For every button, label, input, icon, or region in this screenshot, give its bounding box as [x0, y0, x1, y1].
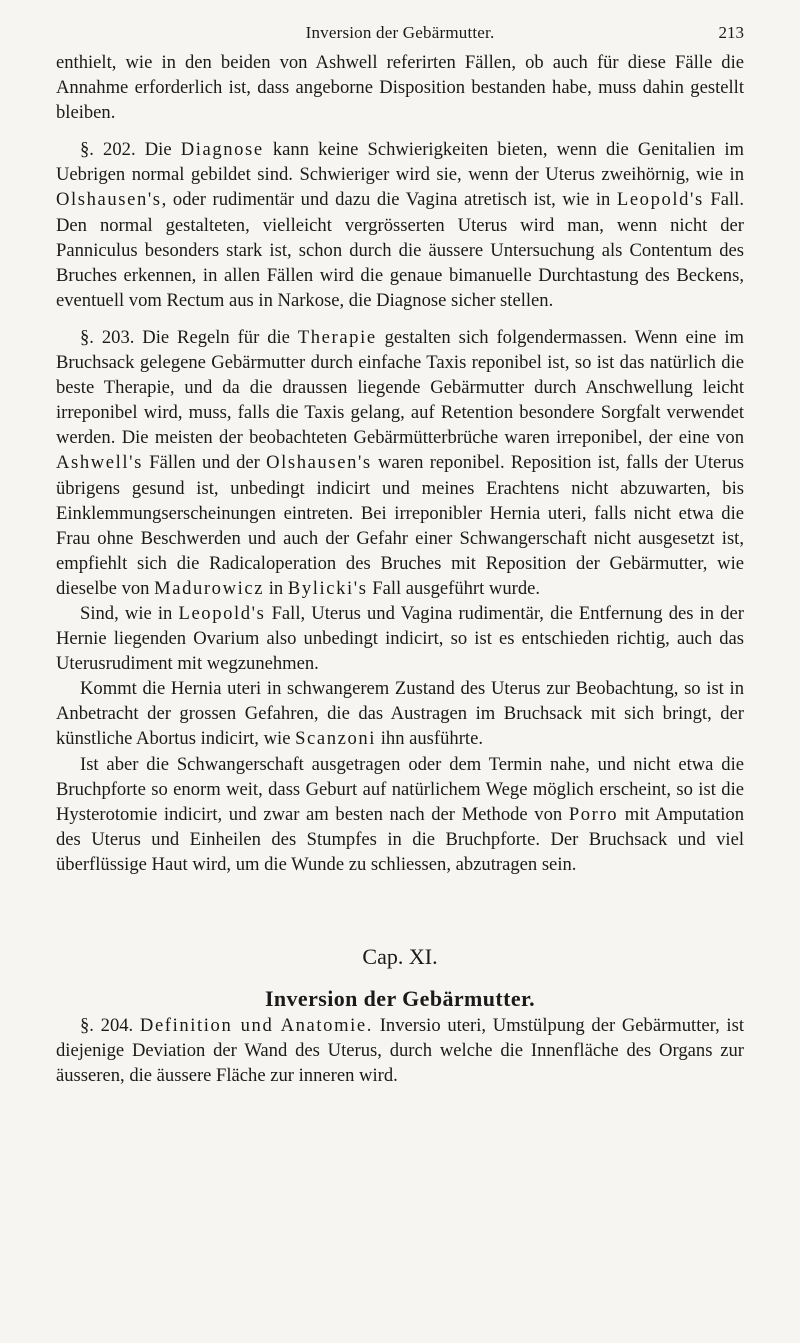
paragraph-continuation [56, 50, 744, 125]
paragraph-text: ihn ausführte. [376, 728, 483, 750]
lead-term: Definition und Anatomie. [139, 1015, 373, 1036]
paragraph-text: gestalten sich folgendermassen. Wenn eine im Bruchsack gelegene Gebärmutter durch einfache Taxis reponibel ist, so ist das natürlich die beste Therapie, und da die draussen liegende Gebärmutter durch Anschwellung leicht irreponibel wird, muss, falls die Taxis gelang, auf Retention besondere Sorgfalt verwendet werden. Die meisten der beobachteten Gebärmütterbrüche waren irreponibel, der eine von [56, 326, 744, 449]
section-number: §. 202. [80, 139, 136, 161]
author-name: Leopold's [616, 189, 704, 211]
author-name: Scanzoni [295, 728, 377, 750]
paragraph-text: Inversio uteri, Umstülpung der Gebärmutter, ist diejenige Deviation der Wand des Uterus, durch welche die Innenfläche des Organs zur äusseren, die äussere Fläche zur inneren wird. [56, 1015, 745, 1087]
paragraph-text: mit Amputation des Uterus und Einheilen des Stumpfes in die Bruchpforte. Der Bruchsack und viel überflüssige Haut wird, um die Wunde zu schliessen, abzutragen sein. [56, 803, 744, 875]
lead-term: Diagnose [180, 139, 264, 161]
author-name: Olshausen's [56, 189, 162, 211]
paragraph-text: Kommt die Hernia uteri in schwangerem Zustand des Uterus zur Beobachtung, so ist in Anbetracht der grossen Gefahren, die das Austragen im Bruchsack mit sich bringt, der künstliche Abortus indicirt, wie [56, 678, 744, 750]
author-name: Madurowicz [154, 577, 265, 599]
paragraph-text: waren reponibel. Reposition ist, falls der Uterus übrigens gesund ist, unbedingt indicirt und meines Erachtens nicht abzuwarten, bis Einklemmungserscheinungen eintreten. Bei irreponibler Hernia uteri, falls nicht etwa die Frau ohne Beschwerden und auch der Gefahr einer Schwangerschaft nicht ausgesetzt ist, empfiehlt sich die Radicaloperation des Bruches mit Reposition der Gebärmutter, wie dieselbe von [56, 452, 745, 599]
running-title: Inversion der Gebärmutter. [305, 23, 495, 42]
paragraph-203-therapie [56, 325, 744, 601]
paragraph-text: Fall, Uterus und Vagina rudimentär, die Entfernung des in der Hernie liegenden Ovarium also unbedingt indicirt, so ist es entschieden richtig, auch das Uterusrudiment mit wegzunehmen. [56, 602, 744, 675]
paragraph-text: , oder rudimentär und dazu die Vagina atretisch ist, wie in [161, 189, 617, 211]
author-name: Leopold's [178, 602, 266, 624]
paragraph-text: Ist aber die Schwangerschaft ausgetragen oder dem Termin nahe, und nicht etwa die Bruchpforte so enorm weit, dass Geburt auf natürlichem Wege möglich erscheint, so ist die Hysterotomie indicirt, und zwar am besten nach der Methode von [56, 753, 744, 825]
author-name: Olshausen's [266, 452, 372, 474]
paragraph-202-diagnose [56, 137, 744, 313]
paragraph-hysterotomie [56, 752, 744, 877]
paragraph-text: kann keine Schwierigkeiten bieten, wenn die Genitalien im Uebrigen normal gebildet sind. Schwieriger wird sie, wenn der Uterus zweihörnig, wie in [56, 139, 745, 186]
section-number: §. 204. [80, 1015, 134, 1036]
running-head [56, 0, 744, 50]
author-name: Bylicki's [287, 577, 368, 599]
author-name: Ashwell's [56, 452, 143, 474]
lead-prefix: Die [144, 139, 181, 161]
paragraph-text: in [264, 577, 288, 599]
chapter-label: Cap. XI. [362, 944, 438, 969]
body-text [56, 50, 744, 1088]
paragraph-text: enthielt, wie in den beiden von Ashwell referirten Fällen, ob auch für diese Fälle die Annahme erforderlich ist, dass angeborne Disposition bestanden habe, muss dahin gestellt bleiben. [56, 52, 744, 124]
section-number: §. 203. [80, 326, 135, 348]
lead-term: Therapie [297, 326, 377, 348]
paragraph-text: Sind, wie in [80, 602, 179, 624]
paragraph-rudiment [56, 601, 744, 676]
paragraph-text: Fall. Den normal gestalteten, vielleicht vergrösserten Uterus wird man, wenn nicht der Panniculus besonders stark ist, schon durch die äussere Untersuchung als Contentum des Bruches erkennen, in allen Fällen wird die genaue bimanuelle Durchtastung des Beckens, eventuell vom Rectum aus in Narkose, die Diagnose sicher stellen. [56, 189, 744, 311]
paragraph-204-definition [56, 1013, 744, 1088]
paragraph-text: Fällen und der [142, 452, 267, 474]
paragraph-text: Fall ausgeführt wurde. [367, 577, 541, 599]
paragraph-schwanger [56, 676, 744, 751]
lead-prefix: Die Regeln für die [142, 326, 298, 348]
chapter-title: Inversion der Gebärmutter. [264, 986, 536, 1011]
author-name: Porro [568, 803, 619, 825]
page-number: 213 [718, 23, 744, 42]
